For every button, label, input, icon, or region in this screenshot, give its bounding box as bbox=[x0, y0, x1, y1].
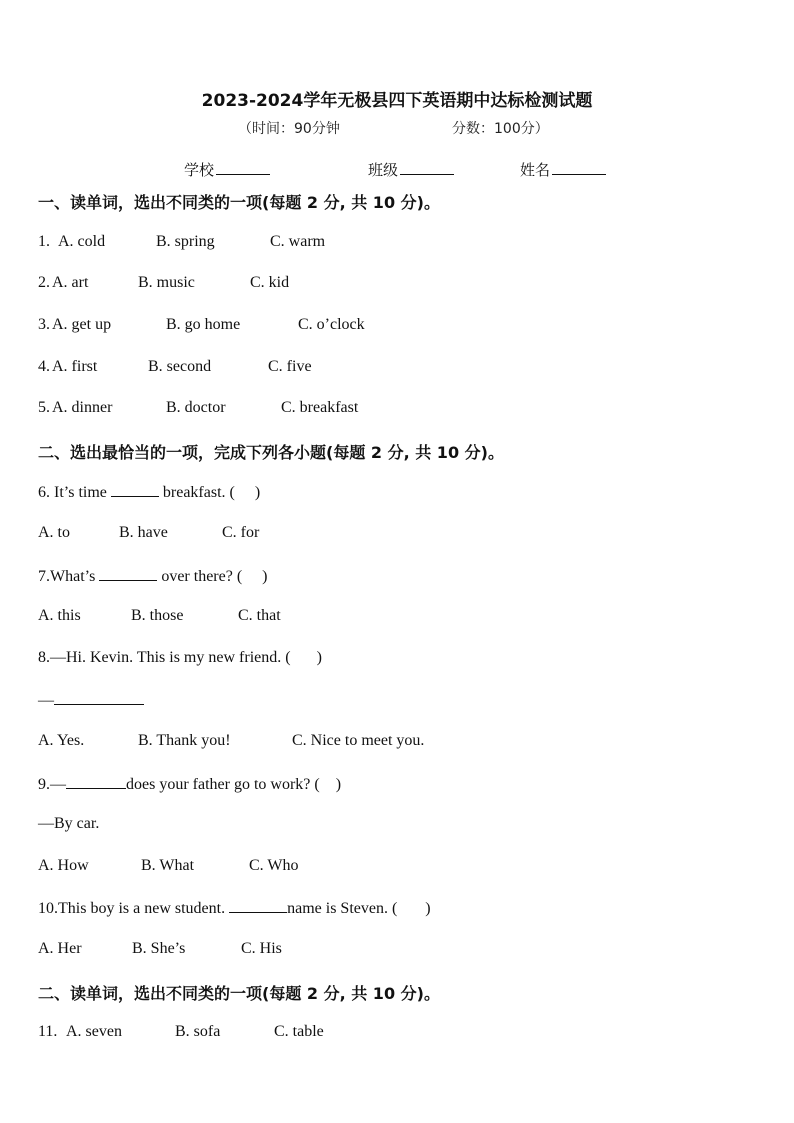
school-label: 学校 bbox=[184, 161, 215, 179]
exam-time: （时间：90分钟 bbox=[238, 121, 340, 137]
paren-close: ) bbox=[425, 900, 431, 917]
question-number: 1. bbox=[38, 233, 50, 250]
question-9-stem bbox=[38, 774, 341, 796]
stem-text: 10.This boy is a new student. bbox=[38, 900, 226, 917]
question-number: 2. bbox=[38, 274, 50, 291]
dash: — bbox=[38, 692, 54, 709]
question-8-stem bbox=[38, 649, 322, 671]
stem-text: 6. It’s time bbox=[38, 484, 107, 501]
question-8-reply bbox=[38, 690, 144, 712]
option-a: A. this bbox=[38, 607, 81, 624]
paren-close: ) bbox=[335, 776, 342, 793]
option-b: B. What bbox=[141, 857, 195, 874]
option-c: C. Who bbox=[249, 857, 299, 874]
option-b: B. go home bbox=[166, 316, 241, 333]
stem-text: 9.— bbox=[38, 776, 66, 793]
name-label: 姓名 bbox=[520, 161, 551, 179]
option-a: A. first bbox=[52, 358, 98, 375]
question-number: 5. bbox=[38, 399, 50, 416]
answer-blank[interactable] bbox=[54, 690, 144, 705]
class-label: 班级 bbox=[368, 161, 399, 179]
option-c: C. kid bbox=[250, 274, 290, 291]
question-number: 4. bbox=[38, 358, 50, 375]
option-a: A. cold bbox=[58, 233, 106, 250]
option-b: B. Thank you! bbox=[138, 732, 231, 749]
answer-blank[interactable] bbox=[66, 774, 126, 789]
option-a: A. Yes. bbox=[38, 732, 85, 749]
option-b: B. doctor bbox=[166, 399, 226, 416]
exam-title: 2023-2024学年无极县四下英语期中达标检测试题 bbox=[201, 91, 593, 111]
option-a: A. dinner bbox=[52, 399, 113, 416]
stem-text: 7.What’s bbox=[38, 568, 96, 585]
option-b: B. spring bbox=[156, 233, 215, 250]
option-c: C. warm bbox=[270, 233, 326, 250]
stem-text: 8.—Hi. Kevin. This is my new friend. ( bbox=[38, 649, 291, 666]
option-a: A. art bbox=[52, 274, 89, 291]
stem-text-after: breakfast. ( bbox=[162, 484, 235, 501]
option-a: A. to bbox=[38, 524, 70, 541]
question-9-answer: —By car. bbox=[38, 815, 100, 832]
class-field[interactable] bbox=[368, 159, 454, 180]
paren-close: ) bbox=[262, 568, 268, 585]
section-2-heading: 二、选出最恰当的一项，完成下列各小题(每题 2 分, 共 10 分)。 bbox=[38, 443, 504, 462]
question-number: 3. bbox=[38, 316, 50, 333]
answer-blank[interactable] bbox=[111, 482, 159, 497]
option-c: C. for bbox=[222, 524, 260, 541]
option-c: C. that bbox=[238, 607, 281, 624]
option-b: B. She’s bbox=[132, 940, 186, 957]
stem-text-after: name is Steven. ( bbox=[287, 900, 398, 917]
section-3-heading: 二、读单词，选出不同类的一项(每题 2 分, 共 10 分)。 bbox=[38, 984, 440, 1003]
option-c: C. Nice to meet you. bbox=[292, 732, 425, 749]
paren-close: ) bbox=[254, 484, 261, 501]
stem-text-after: over there? ( bbox=[161, 568, 243, 585]
option-c: C. breakfast bbox=[281, 399, 359, 416]
option-c: C. table bbox=[274, 1023, 324, 1040]
option-a: A. seven bbox=[66, 1023, 122, 1040]
name-field[interactable] bbox=[520, 159, 606, 180]
option-c: C. His bbox=[241, 940, 282, 957]
exam-score: 分数：100分） bbox=[452, 121, 549, 137]
option-b: B. second bbox=[148, 358, 212, 375]
school-blank[interactable] bbox=[216, 160, 270, 175]
option-b: B. have bbox=[119, 524, 168, 541]
question-10-stem bbox=[38, 898, 431, 920]
option-b: B. music bbox=[138, 274, 195, 291]
answer-blank[interactable] bbox=[229, 898, 287, 913]
stem-text-after: does your father go to work? ( bbox=[126, 776, 320, 793]
question-number: 11. bbox=[38, 1023, 58, 1040]
option-a: A. Her bbox=[38, 940, 82, 957]
option-c: C. o’clock bbox=[298, 316, 365, 333]
option-b: B. those bbox=[131, 607, 184, 624]
option-c: C. five bbox=[268, 358, 312, 375]
question-7-stem bbox=[38, 566, 268, 588]
question-6-stem bbox=[38, 482, 260, 504]
option-a: A. get up bbox=[52, 316, 112, 333]
class-blank[interactable] bbox=[400, 160, 454, 175]
school-field[interactable] bbox=[184, 159, 270, 180]
name-blank[interactable] bbox=[552, 160, 606, 175]
option-a: A. How bbox=[38, 857, 89, 874]
option-b: B. sofa bbox=[175, 1023, 221, 1040]
paren-close: ) bbox=[316, 649, 322, 666]
section-1-heading: 一、读单词，选出不同类的一项(每题 2 分, 共 10 分)。 bbox=[38, 193, 440, 212]
answer-blank[interactable] bbox=[99, 566, 157, 581]
